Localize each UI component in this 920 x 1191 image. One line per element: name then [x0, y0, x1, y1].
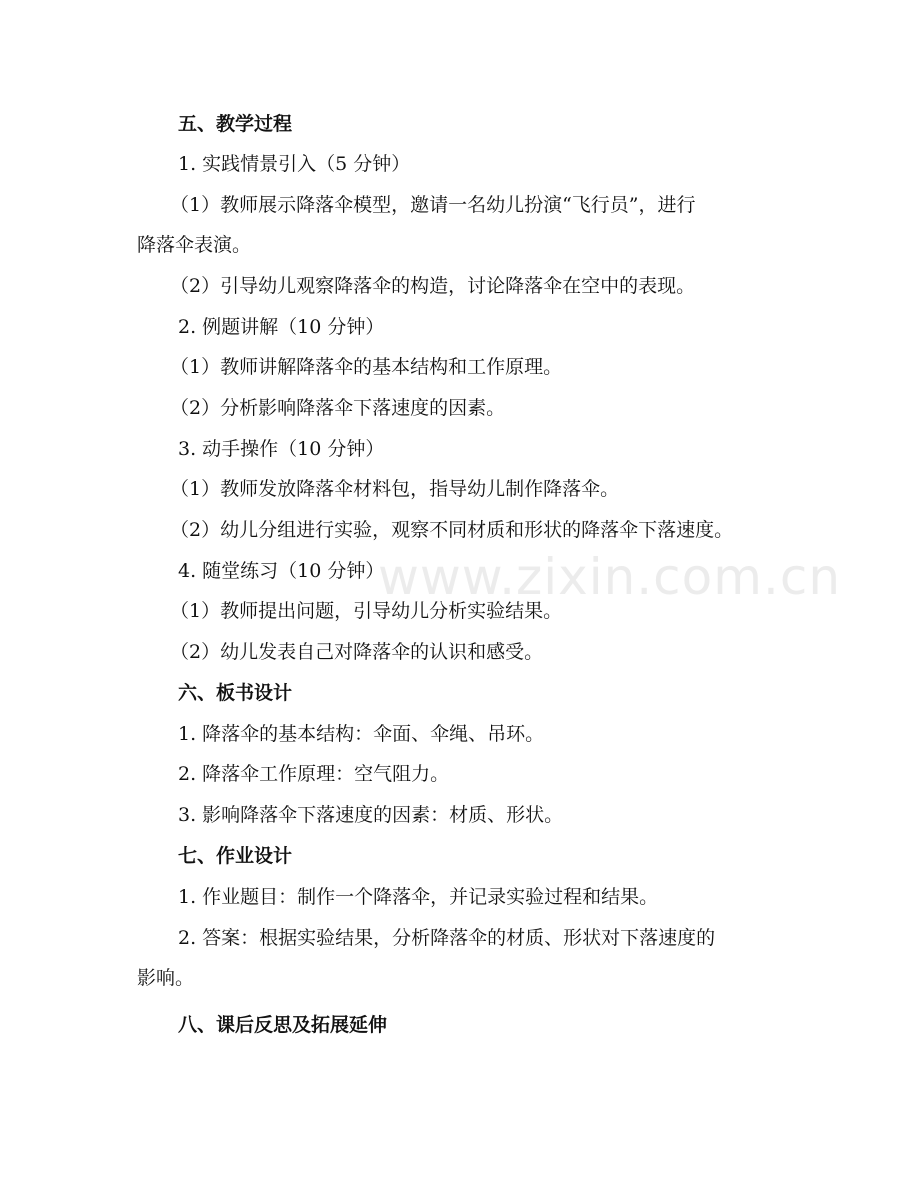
list-item: （2）幼儿分组进行实验，观察不同材质和形状的降落伞下落速度。	[170, 519, 734, 541]
list-item-continuation: 降落伞表演。	[137, 234, 252, 256]
list-item: 2. 降落伞工作原理：空气阻力。	[178, 763, 450, 785]
list-item: 2. 例题讲解（10 分钟）	[178, 316, 385, 338]
list-item: 1. 作业题目：制作一个降落伞，并记录实验过程和结果。	[178, 886, 659, 908]
list-item: （1）教师提出问题，引导幼儿分析实验结果。	[170, 600, 563, 622]
list-item: （1）教师讲解降落伞的基本结构和工作原理。	[170, 356, 563, 378]
list-item: 1. 降落伞的基本结构：伞面、伞绳、吊环。	[178, 723, 545, 745]
list-item: （1）教师发放降落伞材料包，指导幼儿制作降落伞。	[170, 478, 620, 500]
section-heading-6: 六、板书设计	[178, 682, 293, 704]
list-item: （1）教师展示降落伞模型，邀请一名幼儿扮演“飞行员”，进行	[170, 194, 696, 216]
section-heading-5: 五、教学过程	[178, 113, 293, 135]
list-item: 2. 答案：根据实验结果，分析降落伞的材质、形状对下落速度的	[178, 927, 716, 949]
section-heading-8: 八、课后反思及拓展延伸	[178, 1014, 388, 1036]
list-item-continuation: 影响。	[137, 967, 195, 989]
list-item: （2）幼儿发表自己对降落伞的认识和感受。	[170, 641, 544, 663]
watermark: www.zixin.com.cn	[378, 548, 842, 606]
list-item: 1. 实践情景引入（5 分钟）	[178, 153, 411, 175]
list-item: （2）引导幼儿观察降落伞的构造，讨论降落伞在空中的表现。	[170, 275, 696, 297]
list-item: 4. 随堂练习（10 分钟）	[178, 560, 385, 582]
list-item: （2）分析影响降落伞下落速度的因素。	[170, 397, 506, 419]
list-item: 3. 动手操作（10 分钟）	[178, 438, 385, 460]
list-item: 3. 影响降落伞下落速度的因素：材质、形状。	[178, 804, 564, 826]
section-heading-7: 七、作业设计	[178, 845, 293, 867]
